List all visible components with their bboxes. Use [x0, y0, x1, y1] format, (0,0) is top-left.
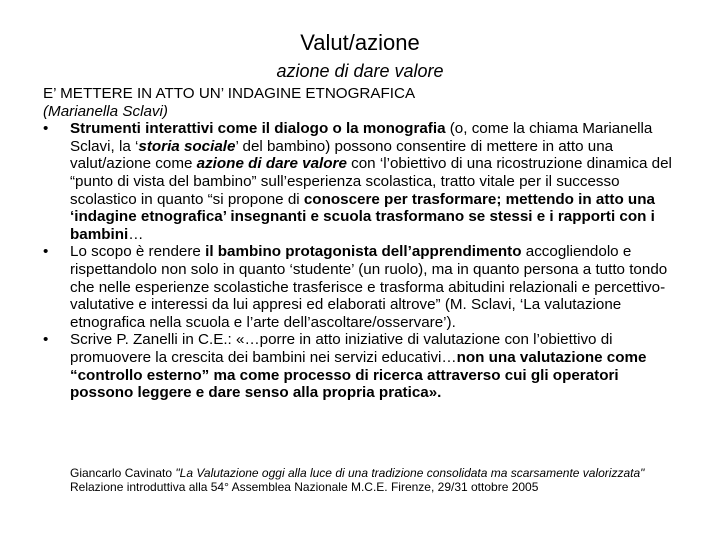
bullet-1-bold-4: conoscere per trasformare; mettendo in atto una ‘indagine etnografica’ insegnanti e scuola trasformano se stessi e i rapporti con i bambini	[70, 190, 655, 243]
slide-body	[43, 85, 683, 402]
slide-subtitle: azione di dare valore	[276, 61, 444, 81]
intro-heading: E’ METTERE IN ATTO UN’ INDAGINE ETNOGRAFICA	[43, 85, 416, 102]
citation-footnote	[70, 466, 682, 494]
bullet-1-text-4: …	[128, 225, 144, 243]
bullet-list	[43, 120, 683, 402]
bullet-1-bold-3: azione di dare valore	[196, 155, 347, 173]
bullet-item-zanelli	[43, 331, 683, 401]
bullet-1-bold-2: storia sociale	[138, 137, 236, 155]
slide-title: Valut/azione	[300, 30, 420, 55]
bullet-marker: •	[43, 331, 49, 349]
bullet-2-text-2: accogliendolo e rispettandolo non solo in quanto ‘studente’ (un ruolo), ma in quanto persona a tutto tondo che nelle esperienze scolastiche trasferisce e trasforma abitudini relazionali e percettivo-valutative e interessi da lui appresi ed elaborati altrove” (M. Sclavi, ‘La valutazione etnografica nella scuola e l’arte dell’ascoltare/osservare’).	[70, 243, 668, 331]
citation-author: Giancarlo Cavinato	[70, 466, 176, 480]
bullet-1-text-3: con ‘l’obiettivo di una ricostruzione dinamica del “punto di vista del bambino” sull’esperienza scolastica, tratto vitale per il successo scolastico in quanto “si propone di	[70, 155, 672, 208]
intro-author	[43, 103, 683, 121]
bullet-2-text-1: Lo scopo è rendere	[70, 243, 206, 261]
intro-author-name: (Marianella Sclavi)	[43, 102, 168, 120]
bullet-item-scopo	[43, 243, 683, 331]
bullet-marker: •	[43, 243, 49, 261]
bullet-1-bold-1: Strumenti interattivi come il dialogo o la monografia	[70, 120, 446, 138]
bullet-3-text-1: Scrive P. Zanelli in C.E.: «…porre in atto iniziative di valutazione con l’obiettivo di promuovere la crescita dei bambini nei servizi educativi…	[70, 331, 613, 366]
bullet-2-bold-1: il bambino protagonista dell’apprendimento	[205, 243, 522, 261]
citation-title: "La Valutazione oggi alla luce di una tradizione consolidata ma scarsamente valorizzata"	[175, 466, 645, 480]
bullet-item-strumenti	[43, 120, 683, 243]
bullet-1-text-1: (o, come la chiama Marianella Sclavi, la ‘	[70, 120, 653, 155]
citation-details: Relazione introduttiva alla 54° Assemblea Nazionale M.C.E. Firenze, 29/31 ottobre 2005	[70, 480, 539, 494]
bullet-marker: •	[43, 120, 49, 138]
bullet-1-text-2: ’ del bambino) possono consentire di mettere in atto una valut/azione come	[70, 137, 614, 173]
bullet-3-bold-1: non una valutazione come “controllo esterno” ma come processo di ricerca attraverso cui gli operatori possono leggere e dare senso alla propria pratica».	[70, 348, 647, 402]
